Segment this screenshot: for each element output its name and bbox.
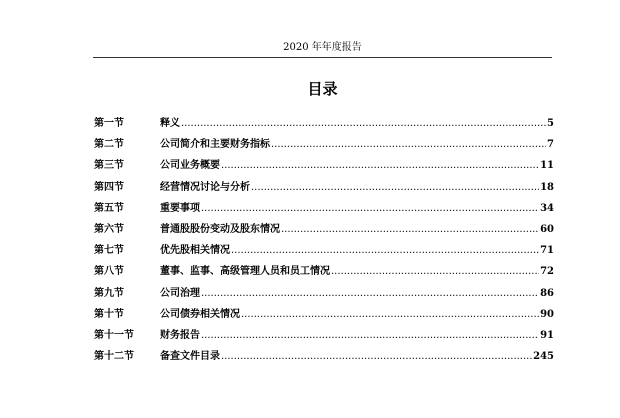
toc-section-number: 第十二节 [94, 351, 134, 363]
dot-leader [201, 329, 539, 343]
toc-page-number: 5 [547, 118, 554, 129]
dot-leader [221, 159, 539, 173]
toc-section-title: 财务报告 [160, 329, 200, 341]
toc-page-number: 11 [540, 160, 554, 172]
header-divider [93, 57, 552, 58]
toc-page-number: 71 [540, 245, 554, 257]
toc-section-number: 第八节 [94, 266, 124, 278]
dot-leader [241, 308, 539, 322]
toc-section-title: 释义 [160, 118, 180, 129]
toc-section-title: 公司债券相关情况 [160, 308, 240, 320]
toc-section-number: 第十一节 [94, 329, 134, 341]
toc-entry-9[interactable] [94, 287, 554, 308]
toc-list [94, 117, 554, 371]
toc-entry-1[interactable] [94, 117, 554, 138]
toc-entry-8[interactable] [94, 265, 554, 286]
toc-section-number: 第四节 [94, 181, 124, 193]
toc-entry-7[interactable] [94, 244, 554, 265]
toc-section-title: 公司简介和主要财务指标 [160, 139, 270, 151]
toc-section-number: 第二节 [94, 139, 124, 151]
toc-page-number: 90 [540, 308, 554, 320]
toc-section-title: 董事、监事、高级管理人员和员工情况 [160, 266, 330, 278]
toc-title: 目录 [307, 80, 338, 98]
page-header: 2020 年年度报告 [283, 42, 362, 53]
toc-section-number: 第十节 [94, 308, 124, 320]
toc-page-number: 91 [540, 329, 554, 341]
toc-section-number: 第九节 [94, 287, 124, 299]
toc-section-title: 重要事项 [160, 202, 200, 214]
dot-leader [331, 265, 539, 279]
toc-entry-5[interactable] [94, 202, 554, 223]
toc-page-number: 60 [540, 223, 554, 235]
toc-section-title: 备查文件目录 [160, 351, 220, 363]
toc-section-number: 第五节 [94, 202, 124, 214]
toc-section-title: 公司治理 [160, 287, 200, 299]
toc-page-number: 245 [533, 351, 554, 363]
toc-entry-3[interactable] [94, 159, 554, 180]
toc-entry-12[interactable] [94, 350, 554, 371]
toc-page-number: 34 [540, 202, 554, 214]
toc-section-title: 经营情况讨论与分析 [160, 181, 250, 193]
dot-leader [201, 287, 539, 301]
toc-page-number: 7 [547, 139, 554, 151]
dot-leader [251, 181, 539, 195]
toc-page-number: 72 [540, 266, 554, 278]
dot-leader [181, 117, 546, 131]
dot-leader [281, 223, 539, 237]
toc-section-number: 第七节 [94, 245, 124, 257]
toc-section-title: 公司业务概要 [160, 160, 220, 172]
toc-section-title: 优先股相关情况 [160, 245, 230, 257]
toc-entry-2[interactable] [94, 138, 554, 159]
toc-section-title: 普通股股份变动及股东情况 [160, 223, 280, 235]
toc-entry-11[interactable] [94, 329, 554, 350]
dot-leader [201, 202, 539, 216]
toc-entry-10[interactable] [94, 308, 554, 329]
dot-leader [221, 350, 532, 364]
toc-section-number: 第一节 [94, 118, 124, 129]
toc-entry-6[interactable] [94, 223, 554, 244]
toc-page-number: 86 [540, 287, 554, 299]
toc-section-number: 第三节 [94, 160, 124, 172]
dot-leader [271, 138, 546, 152]
toc-entry-4[interactable] [94, 181, 554, 202]
dot-leader [231, 244, 539, 258]
toc-section-number: 第六节 [94, 223, 124, 235]
toc-page-number: 18 [540, 181, 554, 193]
